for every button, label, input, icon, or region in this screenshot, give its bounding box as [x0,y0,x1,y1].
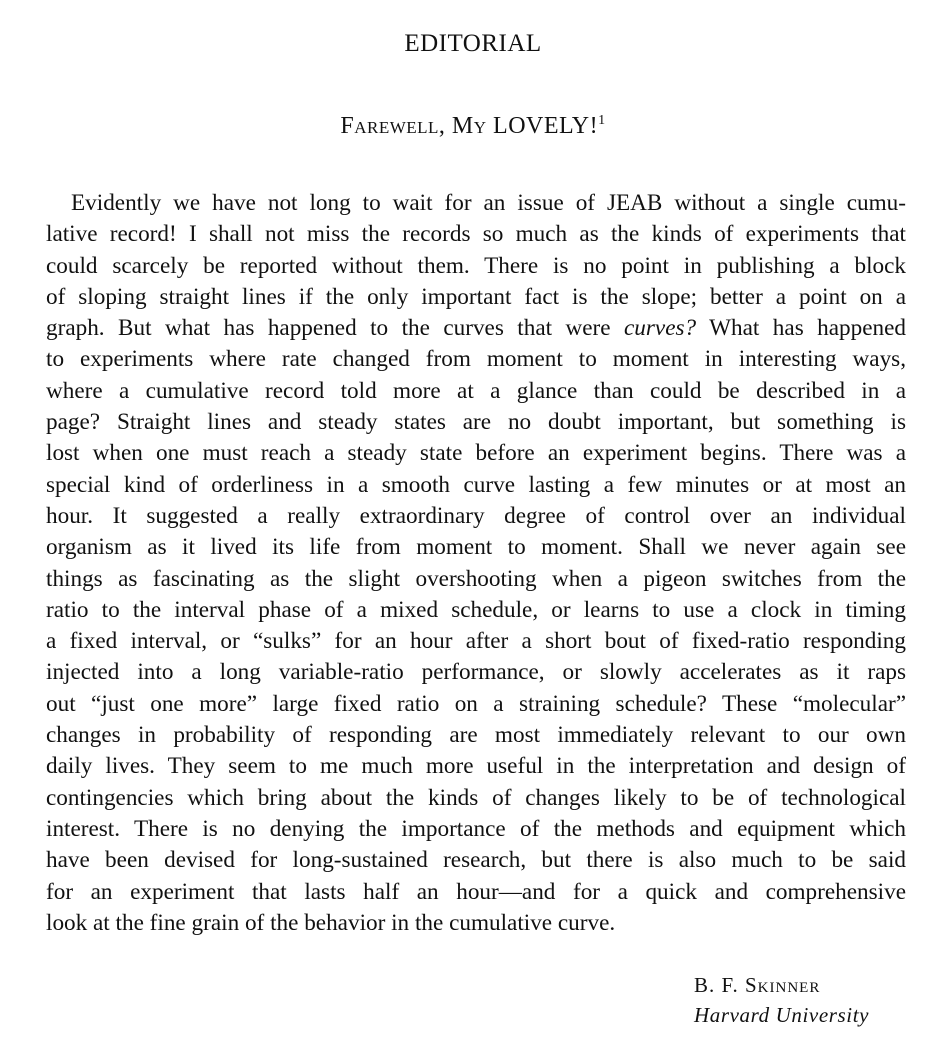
section-heading: EDITORIAL [404,30,542,57]
author-signature [694,970,906,1030]
body-line: injected into a long variable-ratio performance, or slowly accelerates as it raps [46,659,906,686]
body-line: things as fascinating as the slight overshooting when a pigeon switches from the [46,565,906,592]
body-line: to experiments where rate changed from moment to moment in interesting ways, [46,346,906,373]
body-line: Evidently we have not long to wait for an issue of JEAB without a single cumu- [71,190,906,216]
body-line: of sloping straight lines if the only important fact is the slope; better a point on a [46,283,906,310]
body-line: for an experiment that lasts half an hour—and for a quick and comprehensive [46,878,906,905]
body-line: daily lives. They seem to me much more useful in the interpretation and design of [46,753,906,780]
body-line: out “just one more” large fixed ratio on a straining schedule? These “molecular” [46,690,906,717]
body-line: page? Straight lines and steady states are no doubt important, but something is [46,409,906,436]
title-smallcaps-part: Farewell, My [340,113,487,139]
body-line-segment: What has happened [709,315,906,342]
body-line: ratio to the interval phase of a mixed schedule, or learns to use a clock in timing [46,596,906,623]
body-line: have been devised for long-sustained research, but there is also much to be said [46,847,906,874]
body-line: could scarcely be reported without them. There is no point in publishing a block [46,252,906,279]
article-title [0,113,946,140]
body-line: look at the fine grain of the behavior in the cumulative curve. [46,909,616,936]
body-line: hour. It suggested a really extraordinary degree of control over an individual [46,502,906,529]
body-line: interest. There is no denying the importance of the methods and equipment which [46,815,906,842]
body-line: where a cumulative record told more at a glance than could be described in a [46,377,906,404]
body-line: special kind of orderliness in a smooth curve lasting a few minutes or at most an [46,471,906,498]
body-line [46,313,906,344]
body-line: lost when one must reach a steady state before an experiment begins. There was a [46,440,906,467]
author-name: B. F. Skinner [694,973,821,997]
body-line: lative record! I shall not miss the records so much as the kinds of experiments that [46,221,906,248]
body-line: changes in probability of responding are most immediately relevant to our own [46,722,906,749]
body-line: contingencies which bring about the kinds of changes likely to be of technological [46,784,906,811]
author-affiliation: Harvard University [694,1003,870,1027]
title-caps-part: LOVELY! [493,113,599,139]
body-line: a fixed interval, or “sulks” for an hour after a short bout of fixed-ratio responding [46,628,906,655]
body-line: organism as it lived its life from moment to moment. Shall we never again see [46,534,906,561]
title-footnote-marker: 1 [598,113,606,128]
editorial-body [46,188,906,939]
body-line-segment: graph. But what has happened to the curves that were [46,315,611,342]
body-line-italic: curves? [624,315,697,342]
